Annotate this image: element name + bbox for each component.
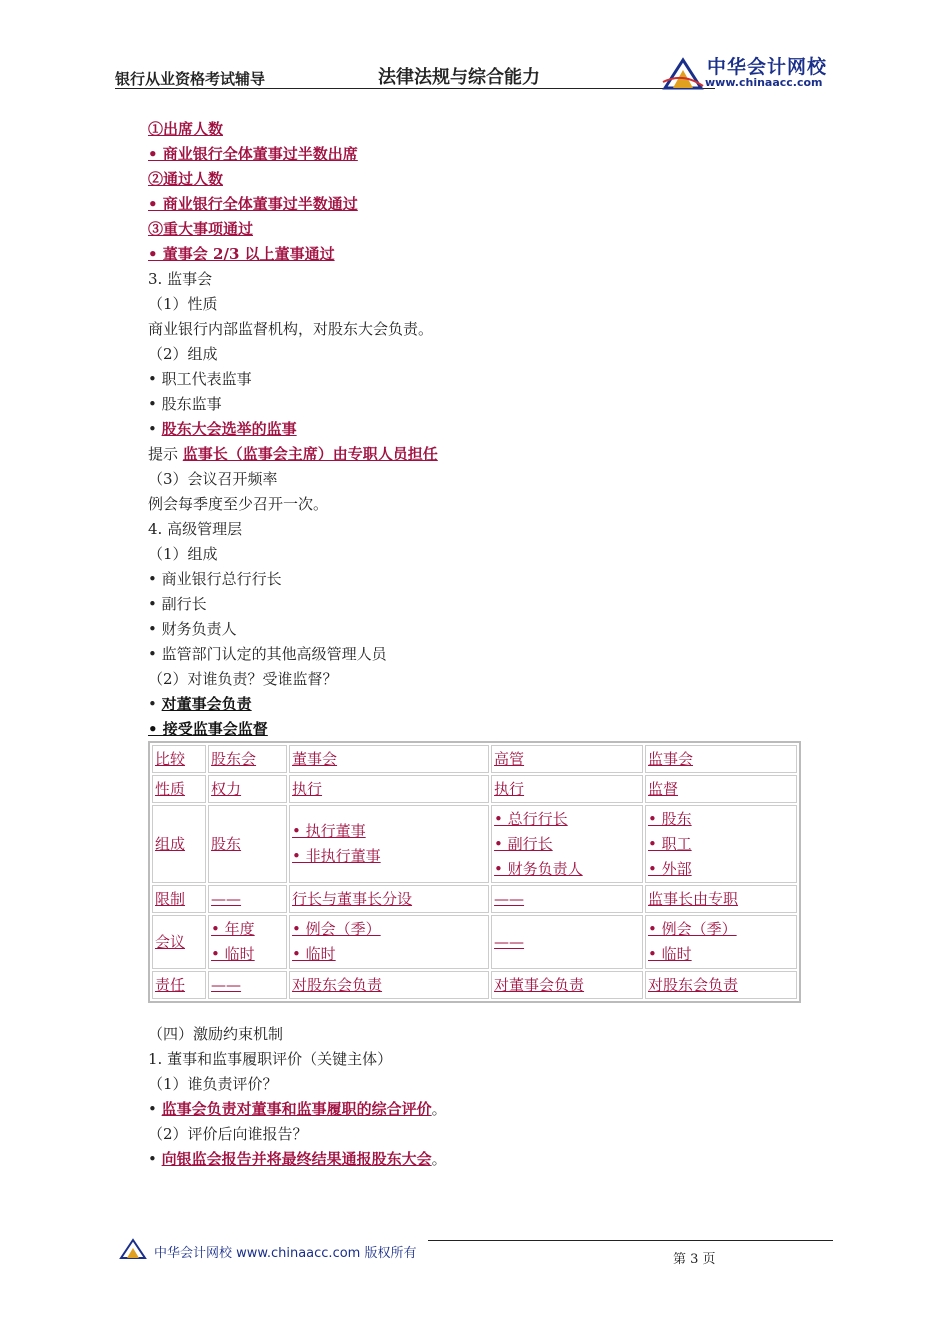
line-text: （3）会议召开频率	[148, 470, 278, 488]
text-line	[148, 1072, 808, 1097]
line-text: • 监管部门认定的其他高级管理人员	[148, 645, 387, 663]
text-line	[148, 292, 808, 317]
header-course-title: 银行从业资格考试辅导	[115, 70, 266, 88]
cell-text: 限制	[155, 889, 186, 908]
line-prefix: •	[148, 695, 162, 713]
cell-text: 会议	[155, 932, 186, 951]
cell-text: • 股东	[648, 809, 692, 828]
text-line	[148, 1047, 808, 1072]
line-text: （2）评价后向谁报告？	[148, 1125, 308, 1143]
text-line	[148, 617, 808, 642]
line-suffix: 。	[431, 1100, 447, 1118]
cell-text: • 临时	[648, 945, 692, 963]
table-row	[152, 915, 797, 969]
line-text: 例会每季度至少召开一次。	[148, 495, 329, 513]
cell-text: 对股东会负责	[648, 975, 739, 994]
line-text: • 商业银行全体董事过半数通过	[148, 195, 358, 213]
text-line	[148, 592, 808, 617]
line-text: 监事长（监事会主席）由专职人员担任	[182, 445, 438, 463]
cell-text: 责任	[155, 975, 186, 994]
line-text: 股东大会选举的监事	[161, 420, 297, 438]
text-line	[148, 142, 808, 167]
table-cell	[289, 775, 489, 803]
line-text: • 商业银行总行行长	[148, 570, 282, 588]
table-cell	[491, 775, 643, 803]
footer-copyright: 中华会计网校 www.chinaacc.com 版权所有	[154, 1246, 417, 1261]
line-text: • 职工代表监事	[148, 370, 252, 388]
table-cell	[208, 745, 287, 773]
table-cell	[208, 915, 287, 969]
cell-text: ——	[494, 889, 525, 908]
cell-text: • 职工	[648, 834, 692, 853]
line-text: • 商业银行全体董事过半数出席	[148, 145, 358, 163]
text-line	[148, 717, 808, 742]
logo-name: 中华会计网校	[707, 56, 828, 78]
table-cell	[645, 775, 797, 803]
cell-text: 执行	[292, 779, 323, 798]
table-cell	[208, 775, 287, 803]
cell-text: 监事长由专职	[648, 889, 739, 908]
table-cell	[208, 885, 287, 913]
line-text: （四）激励约束机制	[148, 1025, 284, 1043]
line-text: （2）组成	[148, 345, 218, 363]
comparison-table	[148, 741, 801, 1003]
text-line	[148, 1147, 808, 1172]
text-line	[148, 1122, 808, 1147]
table-cell	[208, 805, 287, 883]
line-text: • 接受监事会监督	[148, 720, 268, 738]
cell-text: • 总行行长	[494, 809, 568, 828]
line-prefix: •	[148, 1150, 162, 1168]
cell-text: • 临时	[292, 945, 336, 963]
table-cell	[645, 915, 797, 969]
cell-text: 监事会	[648, 749, 694, 768]
cell-text: • 执行董事	[292, 822, 366, 840]
line-text: • 副行长	[148, 595, 207, 613]
footer-logo-icon	[118, 1236, 148, 1260]
cell-text: 对董事会负责	[494, 975, 585, 994]
table-cell	[491, 915, 643, 969]
cell-text: • 例会（季）	[292, 920, 381, 938]
logo-mountain-icon	[661, 52, 705, 92]
table-cell	[152, 971, 206, 999]
line-text: 向银监会报告并将最终结果通报股东大会	[161, 1150, 432, 1168]
table-cell	[152, 915, 206, 969]
text-line	[148, 217, 808, 242]
table-cell	[645, 885, 797, 913]
line-prefix: •	[148, 420, 162, 438]
text-line	[148, 1022, 808, 1047]
table-cell	[152, 775, 206, 803]
line-text: （2）对谁负责？受谁监督？	[148, 670, 338, 688]
cell-text: 性质	[155, 779, 186, 798]
text-line	[148, 367, 808, 392]
line-prefix: •	[148, 1100, 162, 1118]
text-line	[148, 417, 808, 442]
table-cell	[289, 805, 489, 883]
text-line	[148, 667, 808, 692]
table-row	[152, 775, 797, 803]
line-text: ②通过人数	[148, 170, 224, 188]
cell-text: 对股东会负责	[292, 975, 383, 994]
table-cell	[491, 885, 643, 913]
text-line	[148, 492, 808, 517]
table-row	[152, 745, 797, 773]
table-cell	[491, 745, 643, 773]
line-text: 商业银行内部监督机构，对股东大会负责。	[148, 320, 434, 338]
line-text: 监事会负责对董事和监事履职的综合评价	[161, 1100, 432, 1118]
cell-text: 执行	[494, 779, 525, 798]
line-text: 4. 高级管理层	[148, 520, 243, 538]
cell-text: 董事会	[292, 749, 338, 768]
line-text: （1）性质	[148, 295, 218, 313]
line-text: • 董事会 2/3 以上董事通过	[148, 245, 335, 263]
cell-text: 组成	[155, 834, 186, 853]
text-line	[148, 517, 808, 542]
line-text: • 股东监事	[148, 395, 222, 413]
line-text: 1. 董事和监事履职评价（关键主体）	[148, 1050, 393, 1068]
table-cell	[289, 885, 489, 913]
page-number: 第 3 页	[673, 1252, 716, 1267]
text-line	[148, 167, 808, 192]
cell-text: 监督	[648, 779, 679, 798]
table-row	[152, 805, 797, 883]
table-cell	[491, 805, 643, 883]
text-line	[148, 392, 808, 417]
text-line	[148, 442, 808, 467]
cell-text: • 副行长	[494, 834, 553, 853]
text-line	[148, 692, 808, 717]
table-cell	[645, 971, 797, 999]
cell-text: 行长与董事长分设	[292, 889, 413, 908]
text-line	[148, 317, 808, 342]
text-line	[148, 1097, 808, 1122]
cell-text: • 非执行董事	[292, 847, 381, 865]
line-prefix: 提示	[148, 445, 183, 463]
cell-text: 比较	[155, 749, 186, 768]
table-cell	[289, 745, 489, 773]
table-cell	[491, 971, 643, 999]
line-suffix: 。	[431, 1150, 447, 1168]
table-cell	[289, 915, 489, 969]
text-line	[148, 567, 808, 592]
main-content-bottom	[148, 1022, 808, 1172]
cell-text: • 外部	[648, 859, 692, 878]
text-line	[148, 542, 808, 567]
page-header	[115, 56, 835, 92]
logo-url: www.chinaacc.com	[705, 76, 823, 89]
line-text: ①出席人数	[148, 120, 224, 138]
header-divider	[115, 88, 715, 89]
text-line	[148, 642, 808, 667]
text-line	[148, 267, 808, 292]
table-cell	[289, 971, 489, 999]
line-text: （1）谁负责评价？	[148, 1075, 278, 1093]
cell-text: ——	[211, 889, 242, 908]
page-footer	[118, 1236, 833, 1266]
cell-text: • 临时	[211, 945, 255, 963]
cell-text: • 年度	[211, 920, 255, 938]
table-cell	[645, 805, 797, 883]
text-line	[148, 192, 808, 217]
text-line	[148, 117, 808, 142]
table-row	[152, 971, 797, 999]
cell-text: ——	[494, 932, 525, 951]
table-cell	[152, 745, 206, 773]
text-line	[148, 342, 808, 367]
cell-text: • 财务负责人	[494, 859, 583, 878]
line-text: 对董事会负责	[161, 695, 252, 713]
table-cell	[645, 745, 797, 773]
line-text: 3. 监事会	[148, 270, 213, 288]
table-row	[152, 885, 797, 913]
text-line	[148, 467, 808, 492]
cell-text: ——	[211, 975, 242, 994]
line-text: ③重大事项通过	[148, 220, 254, 238]
header-logo	[661, 52, 841, 94]
table-cell	[152, 805, 206, 883]
table-cell	[208, 971, 287, 999]
text-line	[148, 242, 808, 267]
main-content-top	[148, 117, 808, 742]
line-text: （1）组成	[148, 545, 218, 563]
line-text: • 财务负责人	[148, 620, 237, 638]
cell-text: 股东会	[211, 749, 257, 768]
header-subject-title: 法律法规与综合能力	[378, 67, 540, 88]
footer-divider	[428, 1240, 833, 1241]
cell-text: 高管	[494, 749, 525, 768]
cell-text: • 例会（季）	[648, 920, 737, 938]
cell-text: 股东	[211, 834, 242, 853]
table-cell	[152, 885, 206, 913]
cell-text: 权力	[211, 779, 242, 798]
